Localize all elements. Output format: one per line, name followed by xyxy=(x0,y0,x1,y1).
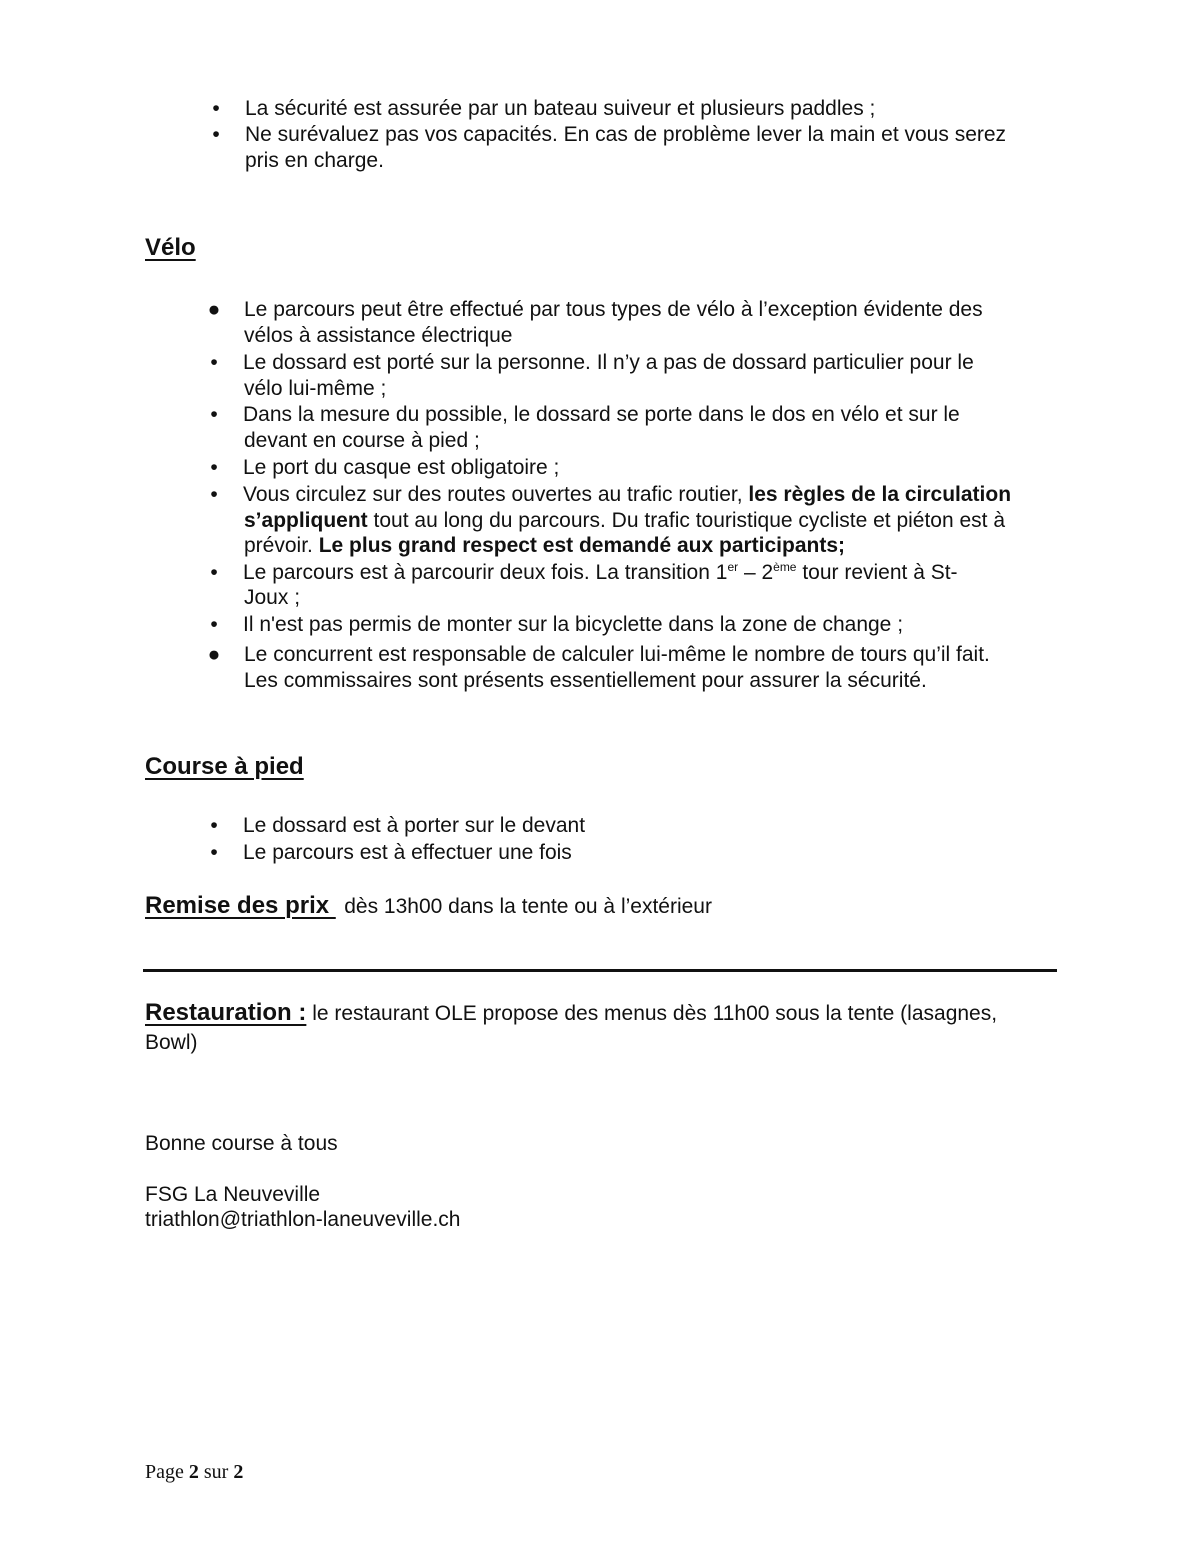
prizes-line xyxy=(145,892,712,920)
velo-bullet-5-bold: les règles de la circulation xyxy=(748,483,1012,506)
bullet-icon: • xyxy=(210,561,218,584)
bullet-icon: ● xyxy=(207,298,221,321)
velo-bullet-5-text: tout au long du parcours. Du trafic touristique cycliste et piéton est à xyxy=(367,509,1006,532)
velo-bullet-2-cont: vélo lui-même ; xyxy=(244,377,387,400)
page-total: 2 xyxy=(233,1461,244,1483)
bullet-icon: • xyxy=(210,841,218,864)
catering-text: le restaurant OLE propose des menus dès 11h00 sous la tente (lasagnes, xyxy=(306,1002,998,1025)
superscript: ème xyxy=(773,560,797,574)
page-number: 2 xyxy=(188,1461,199,1483)
swim-bullet-2-cont: pris en charge. xyxy=(245,149,384,172)
catering-text-cont: Bowl) xyxy=(145,1031,198,1054)
velo-bullet-8-cont: Les commissaires sont présents essentiellement pour assurer la sécurité. xyxy=(244,669,927,692)
run-bullet-1: Le dossard est à porter sur le devant xyxy=(243,814,586,837)
velo-bullet-1: Le parcours peut être effectué par tous types de vélo à l’exception évidente des xyxy=(244,298,983,321)
velo-bullet-6-text: – 2 xyxy=(738,561,774,584)
organization-name: FSG La Neuveville xyxy=(145,1183,321,1206)
bullet-icon: • xyxy=(210,456,218,479)
bullet-icon: • xyxy=(212,123,220,146)
velo-bullet-2: Le dossard est porté sur la personne. Il n’y a pas de dossard particulier pour le xyxy=(243,351,974,374)
page-footer xyxy=(145,1461,243,1484)
velo-bullet-1-cont: vélos à assistance électrique xyxy=(244,324,513,347)
bullet-icon: • xyxy=(212,97,220,120)
catering-line xyxy=(145,999,997,1027)
velo-bullet-4: Le port du casque est obligatoire ; xyxy=(243,456,560,479)
velo-bullet-5-text: prévoir. xyxy=(244,534,319,557)
velo-bullet-5 xyxy=(243,482,1011,508)
bullet-icon: • xyxy=(210,483,218,506)
velo-bullet-6-cont: Joux ; xyxy=(244,586,301,609)
velo-bullet-6-text: Le parcours est à parcourir deux fois. La transition 1 xyxy=(243,561,728,584)
velo-bullet-3: Dans la mesure du possible, le dossard se porte dans le dos en vélo et sur le xyxy=(243,403,960,426)
velo-bullet-3-cont: devant en course à pied ; xyxy=(244,429,480,452)
bullet-icon: ● xyxy=(207,643,221,666)
footer-text: Page xyxy=(145,1461,189,1483)
bullet-icon: • xyxy=(210,403,218,426)
run-heading: Course à pied xyxy=(145,753,304,780)
velo-bullet-6-text: tour revient à St- xyxy=(796,561,958,584)
contact-email[interactable]: triathlon@triathlon-laneuveville.ch xyxy=(145,1208,461,1231)
velo-heading: Vélo xyxy=(145,234,196,261)
horizontal-rule xyxy=(143,969,1057,972)
velo-bullet-5-bold: s’appliquent xyxy=(244,509,368,532)
velo-bullet-7: Il n'est pas permis de monter sur la bicyclette dans la zone de change ; xyxy=(243,613,904,636)
bullet-icon: • xyxy=(210,613,218,636)
swim-bullet-2: Ne surévaluez pas vos capacités. En cas de problème lever la main et vous serez xyxy=(245,123,1007,146)
bullet-icon: • xyxy=(210,814,218,837)
velo-bullet-6 xyxy=(243,560,958,586)
run-bullet-2: Le parcours est à effectuer une fois xyxy=(243,841,572,864)
superscript: er xyxy=(727,560,739,574)
swim-bullet-1: La sécurité est assurée par un bateau suiveur et plusieurs paddles ; xyxy=(245,97,876,120)
velo-bullet-5-bold: Le plus grand respect est demandé aux participants; xyxy=(318,534,846,557)
velo-bullet-5-cont-2 xyxy=(244,533,845,559)
catering-heading: Restauration : xyxy=(145,999,307,1026)
velo-bullet-5-text: Vous circulez sur des routes ouvertes au trafic routier, xyxy=(243,483,749,506)
velo-bullet-5-cont-1 xyxy=(244,508,1005,534)
prizes-heading: Remise des prix xyxy=(145,892,336,919)
closing-greeting: Bonne course à tous xyxy=(145,1132,338,1155)
velo-bullet-8: Le concurrent est responsable de calculer lui-même le nombre de tours qu’il fait. xyxy=(244,643,990,666)
footer-text: sur xyxy=(198,1461,234,1483)
prizes-text: dès 13h00 dans la tente ou à l’extérieur xyxy=(344,895,712,918)
bullet-icon: • xyxy=(210,351,218,374)
